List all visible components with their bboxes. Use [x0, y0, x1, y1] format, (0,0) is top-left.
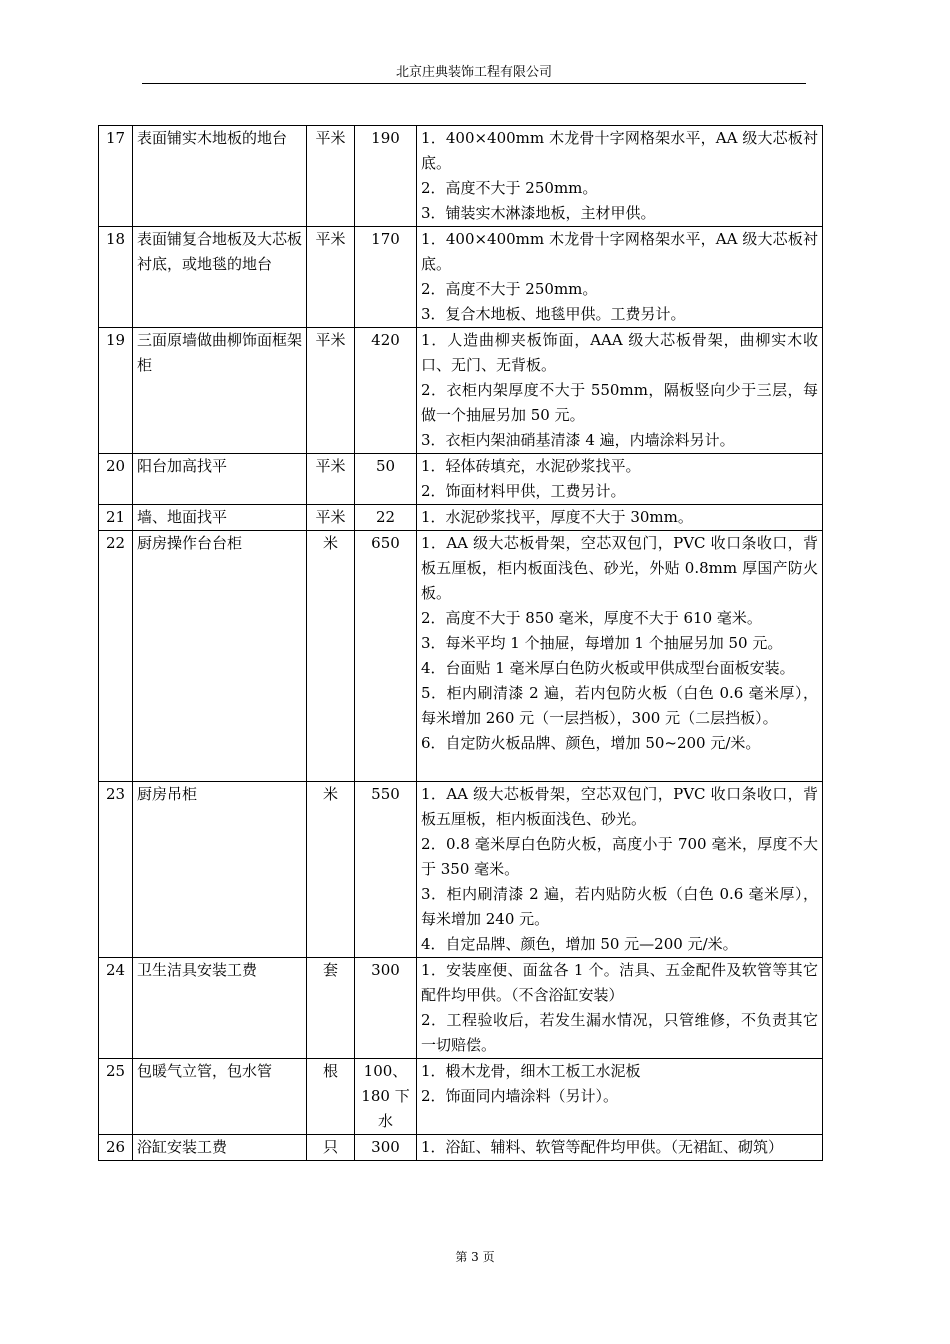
item-name: 卫生洁具安装工费	[133, 958, 307, 1059]
description-line: 2．衣柜内架厚度不大于 550mm，隔板竖向少于三层，每做一个抽屉另加 50 元。	[421, 381, 818, 424]
item-number: 19	[99, 328, 133, 454]
item-number: 23	[99, 782, 133, 958]
description-line: 1．轻体砖填充，水泥砂浆找平。	[421, 457, 641, 475]
item-unit: 根	[307, 1059, 355, 1135]
item-price: 100、180 下水	[355, 1059, 417, 1135]
table-row	[99, 782, 823, 958]
table-row	[99, 505, 823, 531]
item-description	[417, 531, 823, 782]
table-row	[99, 126, 823, 227]
item-unit: 平米	[307, 227, 355, 328]
description-line: 1．400×400mm 木龙骨十字网格架水平，AA 级大芯板衬底。	[421, 230, 818, 273]
item-description	[417, 958, 823, 1059]
item-description	[417, 1059, 823, 1135]
item-price: 550	[355, 782, 417, 958]
item-name: 阳台加高找平	[133, 454, 307, 505]
item-price: 650	[355, 531, 417, 782]
description-line: 4．自定品牌、颜色，增加 50 元—200 元/米。	[421, 935, 738, 953]
description-line: 2．高度不大于 250mm。	[421, 179, 598, 197]
description-line: 2．高度不大于 850 毫米，厚度不大于 610 毫米。	[421, 609, 762, 627]
table-row	[99, 1135, 823, 1161]
table-body	[99, 126, 823, 1161]
item-description	[417, 227, 823, 328]
item-unit: 只	[307, 1135, 355, 1161]
description-line: 2．工程验收后，若发生漏水情况，只管维修，不负责其它一切赔偿。	[421, 1011, 818, 1054]
table-row	[99, 227, 823, 328]
item-number: 21	[99, 505, 133, 531]
item-description	[417, 328, 823, 454]
description-line: 1．AA 级大芯板骨架，空芯双包门，PVC 收口条收口，背板五厘板，柜内板面浅色、砂光。	[421, 785, 818, 828]
item-price: 170	[355, 227, 417, 328]
description-line: 3．每米平均 1 个抽屉，每增加 1 个抽屉另加 50 元。	[421, 634, 783, 652]
table-row	[99, 454, 823, 505]
description-line: 2．饰面同内墙涂料（另计）。	[421, 1087, 619, 1105]
item-unit: 米	[307, 531, 355, 782]
item-unit: 平米	[307, 328, 355, 454]
table-row	[99, 958, 823, 1059]
description-line: 4．台面贴 1 毫米厚白色防火板或甲供成型台面板安装。	[421, 659, 795, 677]
header-rule	[142, 83, 806, 84]
description-line: 2．高度不大于 250mm。	[421, 280, 598, 298]
item-price: 420	[355, 328, 417, 454]
description-line: 3．复合木地板、地毯甲供。工费另计。	[421, 305, 686, 323]
description-line: 1．安装座便、面盆各 1 个。洁具、五金配件及软管等其它配件均甲供。（不含浴缸安装）	[421, 961, 818, 1004]
table-row	[99, 1059, 823, 1135]
description-line: 3．衣柜内架油硝基清漆 4 遍，内墙涂料另计。	[421, 431, 735, 449]
item-price: 50	[355, 454, 417, 505]
item-unit: 平米	[307, 454, 355, 505]
item-unit: 米	[307, 782, 355, 958]
table-row	[99, 328, 823, 454]
description-line: 2．0.8 毫米厚白色防火板，高度小于 700 毫米，厚度不大于 350 毫米。	[421, 835, 818, 878]
item-name: 厨房操作台台柜	[133, 531, 307, 782]
item-number: 22	[99, 531, 133, 782]
item-number: 18	[99, 227, 133, 328]
item-number: 24	[99, 958, 133, 1059]
description-line: 2．饰面材料甲供，工费另计。	[421, 482, 626, 500]
description-line: 3．铺装实木淋漆地板，主材甲供。	[421, 204, 656, 222]
description-line: 3．柜内刷清漆 2 遍，若内贴防火板（白色 0.6 毫米厚），每米增加 240 元。	[421, 885, 818, 928]
item-name: 三面原墙做曲柳饰面框架柜	[133, 328, 307, 454]
table-row	[99, 531, 823, 782]
description-line: 1．椴木龙骨，细木工板工水泥板	[421, 1062, 641, 1080]
description-line: 1．400×400mm 木龙骨十字网格架水平，AA 级大芯板衬底。	[421, 129, 818, 172]
description-line: 1．浴缸、辅料、软管等配件均甲供。（无裙缸、砌筑）	[421, 1138, 784, 1156]
page-number: 第 3 页	[455, 1250, 495, 1264]
item-price: 300	[355, 958, 417, 1059]
item-name: 表面铺复合地板及大芯板衬底，或地毯的地台	[133, 227, 307, 328]
page-header: 北京庄典装饰工程有限公司	[395, 65, 552, 80]
item-unit: 平米	[307, 126, 355, 227]
item-number: 26	[99, 1135, 133, 1161]
description-line: 1．AA 级大芯板骨架，空芯双包门，PVC 收口条收口，背板五厘板，柜内板面浅色、砂光，外贴 0.8mm 厚国产防火板。	[421, 534, 818, 602]
item-price: 190	[355, 126, 417, 227]
item-price: 22	[355, 505, 417, 531]
item-name: 墙、地面找平	[133, 505, 307, 531]
item-description	[417, 1135, 823, 1161]
quotation-table	[98, 125, 823, 1161]
item-name: 包暖气立管，包水管	[133, 1059, 307, 1135]
item-number: 17	[99, 126, 133, 227]
description-line: 1．人造曲柳夹板饰面，AAA 级大芯板骨架，曲柳实木收口、无门、无背板。	[421, 331, 818, 374]
item-description	[417, 454, 823, 505]
description-line: 5．柜内刷清漆 2 遍，若内包防火板（白色 0.6 毫米厚），每米增加 260 元（一层挡板），300 元（二层挡板）。	[421, 684, 818, 727]
item-name: 厨房吊柜	[133, 782, 307, 958]
description-line: 1．水泥砂浆找平，厚度不大于 30mm。	[421, 508, 693, 526]
item-name: 浴缸安装工费	[133, 1135, 307, 1161]
item-unit: 套	[307, 958, 355, 1059]
description-line: 6．自定防火板品牌、颜色，增加 50~200 元/米。	[421, 734, 761, 752]
item-number: 25	[99, 1059, 133, 1135]
item-price: 300	[355, 1135, 417, 1161]
item-description	[417, 126, 823, 227]
item-number: 20	[99, 454, 133, 505]
item-description	[417, 782, 823, 958]
item-name: 表面铺实木地板的地台	[133, 126, 307, 227]
item-description	[417, 505, 823, 531]
item-unit: 平米	[307, 505, 355, 531]
